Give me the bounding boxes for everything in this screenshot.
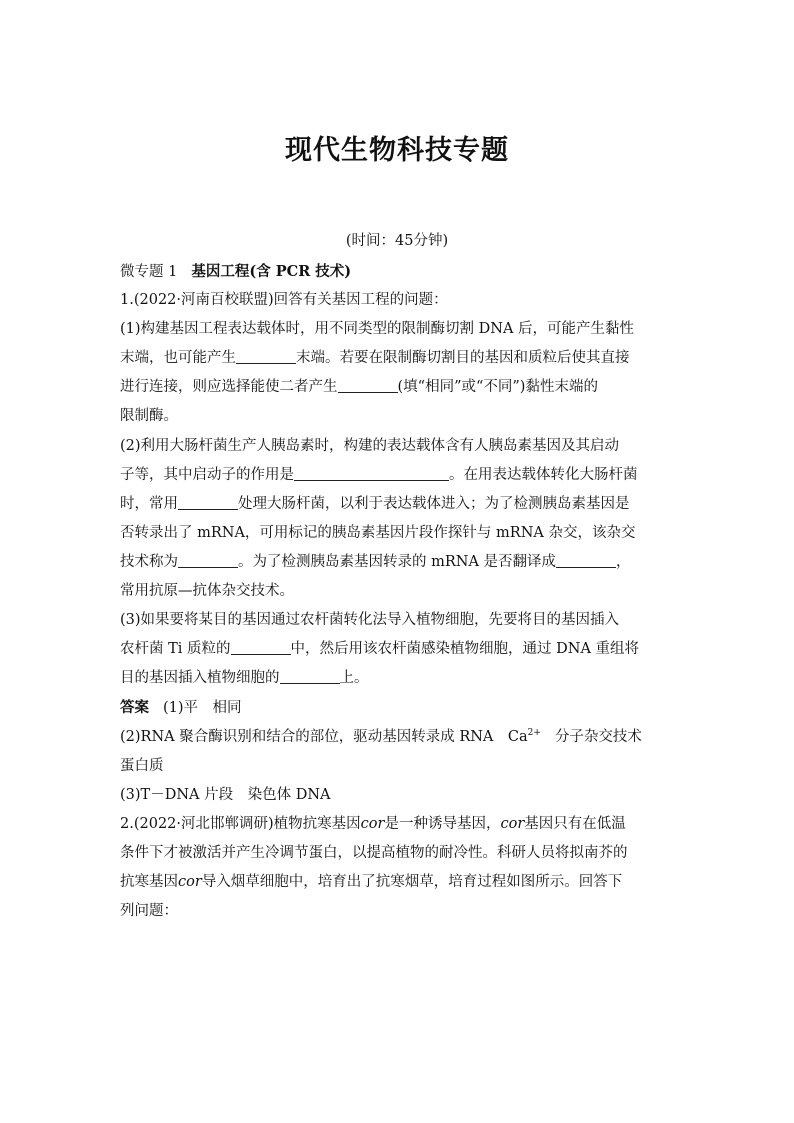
- q1-p2-line1: (2)利用大肠杆菌生产人胰岛素时，构建的表达载体含有人胰岛素基因及其启动: [120, 437, 620, 454]
- answer-text: (1)平 相同: [163, 700, 242, 717]
- answer-blank: [236, 347, 296, 364]
- q1-p1-line2: [120, 344, 680, 373]
- section-number: 微专题 1: [120, 264, 178, 280]
- q1-p3-line1: (3)如果要将某目的基因通过农杆菌转化法导入植物细胞，先要将目的基因插入: [120, 612, 620, 629]
- text: 进行连接，则应选择能使二者产生 (填“相同”或“不同”)黏性末端的: [120, 373, 598, 402]
- answer-line2: (2)RNA 聚合酶识别和结合的部位，驱动基因转录成 RNA $Ca^{2+}$ 分子杂交技术: [120, 727, 642, 745]
- answer-blank: [178, 493, 238, 510]
- q1-p1-line1: [120, 315, 680, 344]
- q1-p1-line3: [120, 373, 680, 402]
- answer-blank: [294, 464, 449, 481]
- page-title: 现代生物科技专题: [285, 135, 509, 166]
- q1-p3-line2: 农杆菌 Ti 质粒的 中，然后用该农杆菌感染植物细胞，通过 DNA 重组将: [120, 635, 680, 664]
- q1-p2-line3: 时，常用 处理大肠杆菌，以利于表达载体进入；为了检测胰岛素基因是: [120, 490, 680, 519]
- q2-line3: 抗寒基因cor导入烟草细胞中，培育出了抗寒烟草，培育过程如图所示。回答下: [120, 873, 623, 890]
- section-name: 基因工程(含 PCR 技术): [191, 263, 352, 280]
- answer-line4: (3)T－DNA 片段 染色体 DNA: [120, 786, 331, 803]
- answer-blank: [231, 638, 291, 655]
- q1-p2-line4: 否转录出了 mRNA，可用标记的胰岛素基因片段作探针与 mRNA 杂交，该杂交: [120, 524, 636, 541]
- answer-blank: [178, 551, 238, 568]
- q1-p3-line3: 目的基因插入植物细胞的 上。: [120, 664, 680, 693]
- answer-blank: [280, 667, 340, 684]
- document-body: [120, 257, 680, 926]
- q1-p2-line6: 常用抗原—抗体杂交技术。: [120, 583, 294, 600]
- text: 末端，也可能产生 末端。若要在限制酶切割目的基因和质粒后使其直接: [120, 344, 630, 373]
- q1-stem: 1.(2022·河南百校联盟)回答有关基因工程的问题：: [120, 292, 448, 309]
- q2-line4: 列问题：: [120, 903, 178, 920]
- q1-p1-line4: 限制酶。: [120, 408, 178, 425]
- q2-line1: 2.(2022·河北邯郸调研)植物抗寒基因cor是一种诱导基因，cor基因只有在低温: [120, 815, 626, 832]
- q1-p2-line5: 技术称为 。为了检测胰岛素基因转录的 mRNA 是否翻译成 ，: [120, 548, 680, 577]
- answer-line1: [120, 693, 680, 722]
- q2-line2: 条件下才被激活并产生冷调节蛋白，以提高植物的耐冷性。科研人员将拟南芥的: [120, 844, 628, 861]
- text: (1)构建基因工程表达载体时，用不同类型的限制酶切割 DNA 后，可能产生黏性: [120, 321, 635, 338]
- section-heading: [120, 257, 680, 286]
- answer-line3: 蛋白质: [120, 757, 164, 774]
- time-note: (时间：45分钟): [345, 233, 449, 249]
- answer-blank: [338, 376, 398, 393]
- answer-blank: [556, 551, 616, 568]
- q1-p2-line2: 子等，其中启动子的作用是 。在用表达载体转化大肠杆菌: [120, 461, 680, 490]
- answer-label: 答案: [120, 699, 149, 717]
